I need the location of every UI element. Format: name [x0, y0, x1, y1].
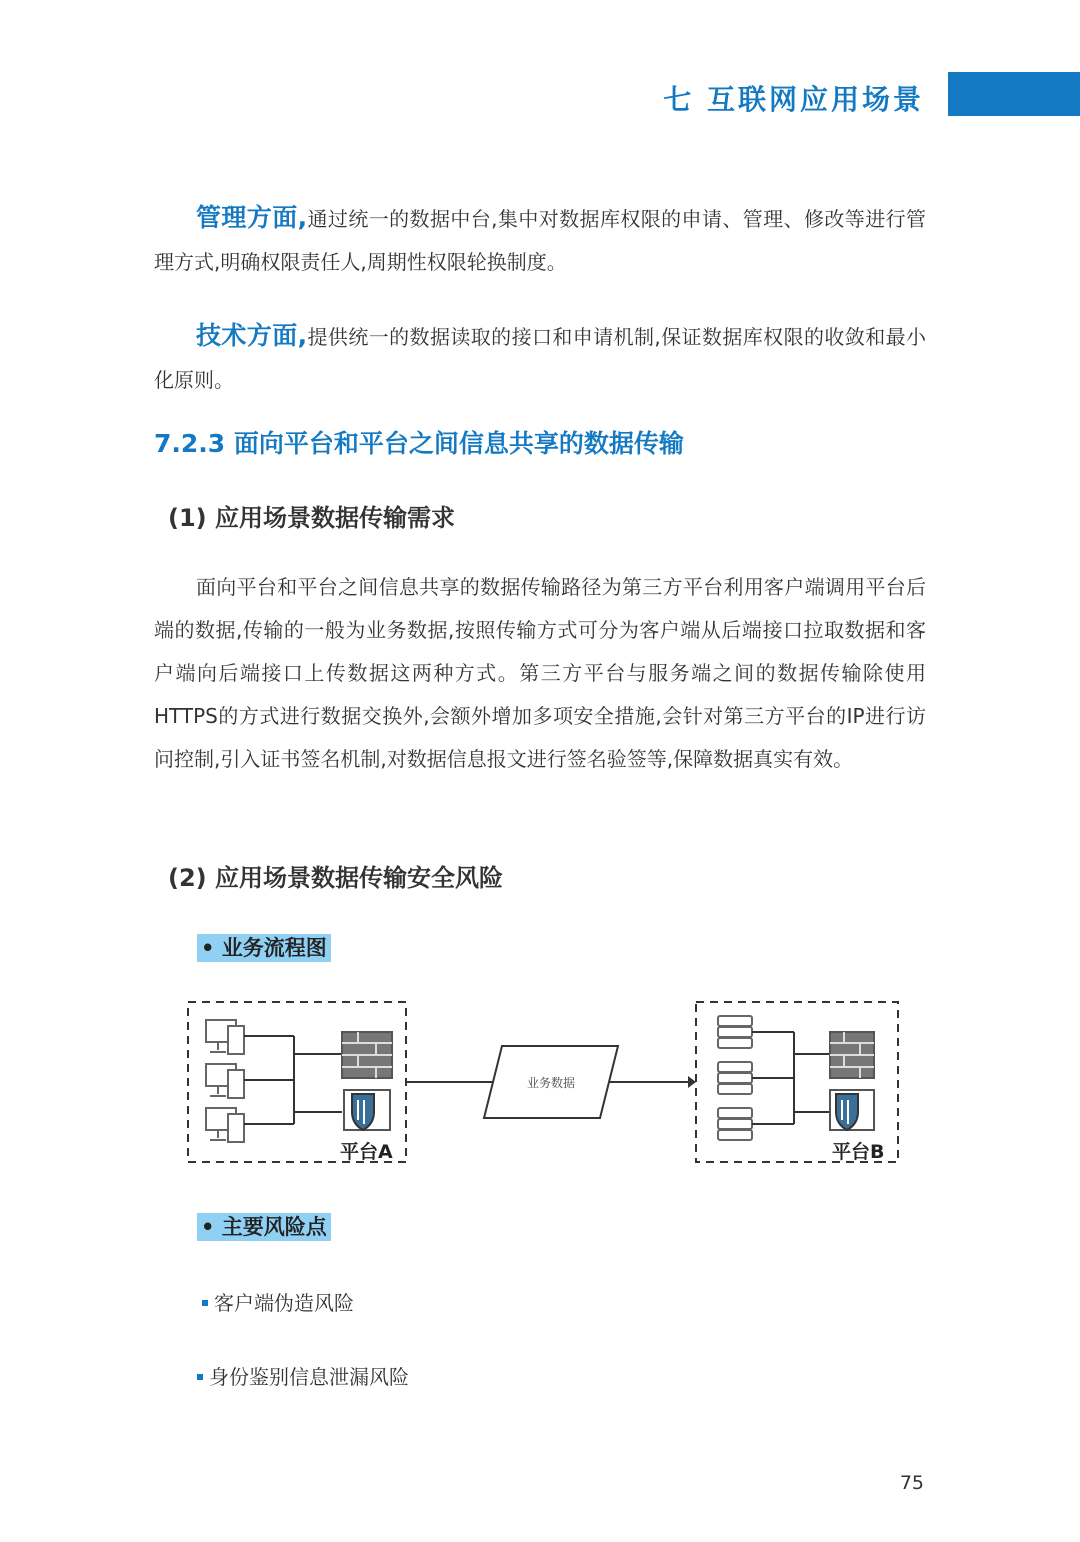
- management-paragraph: [154, 196, 926, 284]
- chapter-color-bar: [948, 72, 1080, 116]
- platform-b-label: 平台B: [832, 1141, 885, 1163]
- client-pc-icon-3: [206, 1108, 244, 1142]
- firewall-icon-a: [342, 1032, 392, 1078]
- subheading-risks: (2) 应用场景数据传输安全风险: [168, 864, 503, 892]
- technical-lead: 技术方面,: [196, 321, 308, 350]
- business-flow-diagram: [180, 990, 910, 1180]
- security-shield-icon-b: [830, 1090, 874, 1130]
- security-shield-icon-a: [344, 1090, 390, 1130]
- firewall-icon-b: [830, 1032, 874, 1078]
- arrow-head-icon: [688, 1076, 696, 1088]
- risk-item: [197, 1361, 409, 1390]
- subheading-requirements: (1) 应用场景数据传输需求: [168, 504, 455, 532]
- server-icon-3: [718, 1108, 752, 1140]
- server-icon-2: [718, 1062, 752, 1094]
- risk-item-label: 身份鉴别信息泄漏风险: [209, 1365, 409, 1389]
- bullet-square-icon: [197, 1374, 203, 1380]
- client-pc-icon-2: [206, 1064, 244, 1098]
- technical-text: 提供统一的数据读取的接口和申请机制,保证数据库权限的收敛和最小化原则。: [154, 325, 927, 392]
- section-heading: 7.2.3 面向平台和平台之间信息共享的数据传输: [154, 429, 684, 458]
- requirements-paragraph: 面向平台和平台之间信息共享的数据传输路径为第三方平台利用客户端调用平台后端的数据,传输的一般为业务数据,按照传输方式可分为客户端从后端接口拉取数据和客户端向后端接口上传数据这两种方式。第三方平台与服务端之间的数据传输除使用HTTPS的方式进行数据交换外,会额外增加多项安全措施,会针对第三方平台的IP进行访问控制,引入证书签名机制,对数据信息报文进行签名验签等,保障数据真实有效。: [154, 575, 926, 771]
- business-data-label: 业务数据: [526, 1076, 576, 1090]
- page-number: 75: [899, 1472, 924, 1494]
- management-lead: 管理方面,: [196, 203, 308, 232]
- client-pc-icon-1: [206, 1020, 244, 1054]
- flow-chart-tag: • 业务流程图: [197, 934, 331, 962]
- risk-points-tag: • 主要风险点: [197, 1213, 331, 1241]
- server-icon-1: [718, 1016, 752, 1048]
- technical-paragraph: [154, 314, 926, 402]
- risk-item-label: 客户端伪造风险: [214, 1291, 354, 1315]
- bullet-square-icon: [202, 1300, 208, 1306]
- platform-a-label: 平台A: [340, 1141, 393, 1163]
- management-text: 通过统一的数据中台,集中对数据库权限的申请、管理、修改等进行管理方式,明确权限责任人,周期性权限轮换制度。: [154, 207, 927, 274]
- risk-item: [202, 1287, 354, 1316]
- chapter-title: 七 互联网应用场景: [663, 83, 924, 116]
